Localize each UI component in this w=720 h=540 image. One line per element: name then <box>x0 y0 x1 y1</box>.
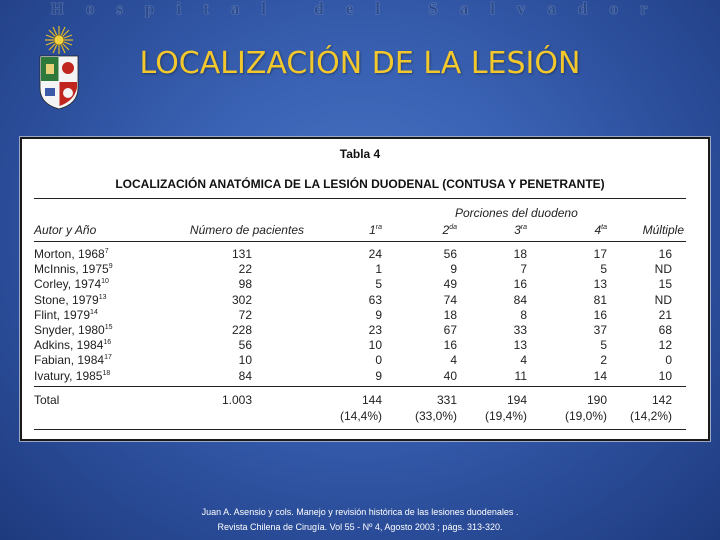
citation-line-2: Revista Chilena de Cirugía. Vol 55 - Nº 4, Agosto 2003 ; págs. 313-320. <box>217 522 503 532</box>
total-label: Total <box>34 393 60 407</box>
divider <box>34 429 686 430</box>
author-name: Stone, 1979 <box>34 292 99 307</box>
divider <box>34 198 686 199</box>
author-name: Snyder, 1980 <box>34 323 105 337</box>
total-p3-percent: (19,4%) <box>484 409 527 423</box>
row-multiple: 21 <box>658 307 672 322</box>
row-p2: 16 <box>443 338 457 353</box>
author-name: Corley, 1974 <box>34 277 102 292</box>
row-p4: 13 <box>593 277 607 292</box>
row-p3: 84 <box>513 292 527 307</box>
row-multiple: 68 <box>658 323 672 337</box>
column-header-author: Autor y Año <box>34 223 97 237</box>
row-p2: 4 <box>450 353 457 368</box>
p2-label: 2 <box>442 223 450 237</box>
row-patients: 10 <box>238 353 252 368</box>
total-p4: 190 <box>586 393 607 407</box>
table-caption: Tabla 4 <box>339 147 381 161</box>
row-p1: 9 <box>375 307 382 322</box>
column-header-multiple: Múltiple <box>642 223 684 237</box>
row-p3: 16 <box>513 277 527 292</box>
author-name: Adkins, 1984 <box>34 338 104 353</box>
row-p4: 14 <box>593 368 607 383</box>
row-author <box>34 353 112 367</box>
column-header-p3 <box>467 223 527 237</box>
row-author <box>34 369 110 383</box>
row-author <box>34 247 109 261</box>
row-multiple: 10 <box>658 368 672 383</box>
total-patients: 1.003 <box>221 393 252 407</box>
row-p2: 9 <box>450 262 457 277</box>
row-patients: 72 <box>238 307 252 322</box>
row-author <box>34 262 113 276</box>
row-p1: 1 <box>375 262 382 277</box>
row-p2: 67 <box>443 323 457 337</box>
row-multiple: 15 <box>658 277 672 292</box>
row-p1: 23 <box>368 323 382 337</box>
row-p3: 33 <box>513 323 527 337</box>
author-name: Flint, 1979 <box>34 307 91 322</box>
reference-number: 15 <box>104 324 113 331</box>
citation <box>0 505 720 535</box>
column-header-patients: Número de pacientes <box>189 223 304 237</box>
row-p2: 40 <box>443 368 457 383</box>
reference-number: 13 <box>98 293 107 301</box>
row-p2: 56 <box>443 247 457 261</box>
row-p1: 5 <box>375 277 382 292</box>
total-p1: 144 <box>361 393 382 407</box>
total-p1-percent: (14,4%) <box>339 409 382 423</box>
reference-number: 16 <box>103 339 112 347</box>
row-p4: 16 <box>593 307 607 322</box>
reference-number: 14 <box>90 308 98 316</box>
row-author <box>34 323 113 337</box>
row-patients: 131 <box>231 247 252 261</box>
total-multiple-percent: (14,2%) <box>629 409 672 423</box>
row-patients: 56 <box>238 338 252 353</box>
row-patients: 228 <box>231 323 252 337</box>
divider <box>34 241 686 242</box>
p1-sup: ra <box>375 224 382 231</box>
row-multiple: ND <box>654 262 672 277</box>
group-header: Porciones del duodeno <box>455 206 578 220</box>
row-multiple: 16 <box>658 247 672 261</box>
row-p4: 5 <box>600 338 607 353</box>
row-p1: 0 <box>375 353 382 368</box>
reference-number: 17 <box>104 354 112 362</box>
reference-number: 10 <box>101 278 109 286</box>
citation-line-1: Juan A. Asensio y cols. Manejo y revisión histórica de las lesiones duodenales . <box>201 507 519 517</box>
row-p1: 9 <box>375 368 382 383</box>
total-multiple: 142 <box>651 393 672 407</box>
column-header-p2 <box>397 223 457 237</box>
row-author <box>34 338 111 352</box>
row-p4: 2 <box>600 353 607 368</box>
p4-sup: ta <box>601 224 607 231</box>
p4-label: 4 <box>594 223 602 237</box>
row-p1: 24 <box>368 247 382 261</box>
row-patients: 22 <box>238 262 252 277</box>
p1-label: 1 <box>369 223 376 237</box>
reference-number: 7 <box>104 248 109 255</box>
row-multiple: ND <box>654 292 672 307</box>
column-header-p4 <box>547 223 607 237</box>
row-author <box>34 277 109 291</box>
row-patients: 84 <box>238 368 252 383</box>
row-multiple: 0 <box>665 353 672 368</box>
row-p3: 4 <box>520 353 527 368</box>
p3-label: 3 <box>514 223 521 237</box>
column-header-p1 <box>322 223 382 237</box>
row-patients: 98 <box>238 277 252 292</box>
author-name: McInnis, 1975 <box>34 262 109 277</box>
row-p3: 11 <box>514 368 527 383</box>
row-p1: 10 <box>368 338 382 353</box>
row-p2: 49 <box>443 277 457 292</box>
row-p3: 7 <box>520 262 527 277</box>
row-p2: 74 <box>443 292 457 307</box>
hospital-banner: Hospital del Salvador <box>50 0 670 18</box>
p2-sup: da <box>449 224 457 231</box>
total-p4-percent: (19,0%) <box>564 409 607 423</box>
reference-number: 18 <box>102 369 111 377</box>
row-p4: 17 <box>593 247 607 261</box>
reference-number: 9 <box>108 263 113 271</box>
row-p3: 18 <box>513 247 527 261</box>
row-p4: 81 <box>593 292 607 307</box>
total-p3: 194 <box>506 393 527 407</box>
row-author <box>34 308 98 322</box>
data-table <box>20 137 710 441</box>
slide-title: LOCALIZACIÓN DE LA LESIÓN <box>139 46 581 81</box>
author-name: Morton, 1968 <box>34 247 105 261</box>
row-patients: 302 <box>231 292 252 307</box>
row-p4: 37 <box>593 323 607 337</box>
divider <box>34 386 686 387</box>
row-p2: 18 <box>443 307 457 322</box>
row-p3: 13 <box>513 338 527 353</box>
author-name: Fabian, 1984 <box>34 353 105 368</box>
table-heading: LOCALIZACIÓN ANATÓMICA DE LA LESIÓN DUODENAL (CONTUSA Y PENETRANTE) <box>115 177 605 191</box>
total-p2-percent: (33,0%) <box>414 409 457 423</box>
row-p1: 63 <box>368 292 382 307</box>
author-name: Ivatury, 1985 <box>34 368 103 383</box>
row-p4: 5 <box>600 262 607 277</box>
p3-sup: ra <box>520 224 527 231</box>
row-multiple: 12 <box>658 338 672 353</box>
total-p2: 331 <box>436 393 457 407</box>
row-p3: 8 <box>520 307 527 322</box>
row-author <box>34 293 107 307</box>
